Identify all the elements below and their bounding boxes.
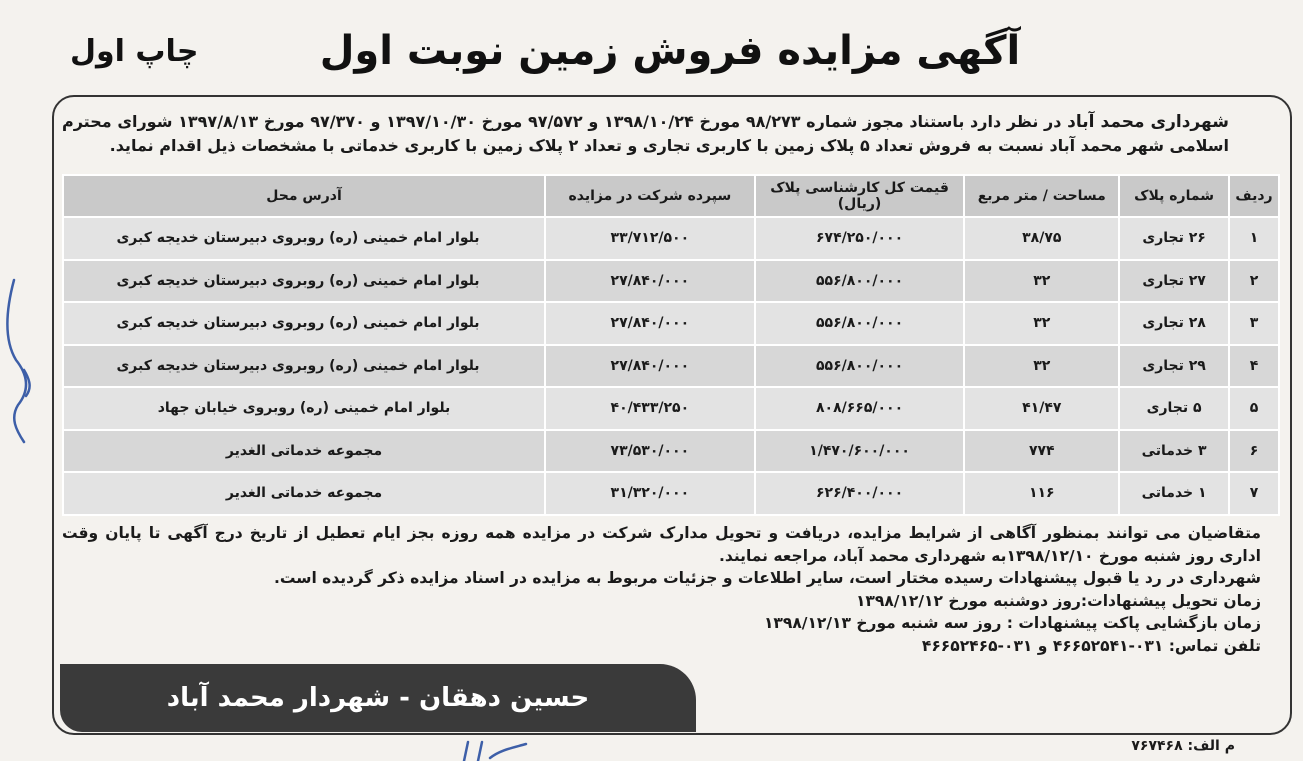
table-row	[63, 345, 1279, 388]
cell-price: ۸۰۸/۶۶۵/۰۰۰	[755, 387, 965, 430]
cell-plate: ۲۶ تجاری	[1119, 217, 1229, 260]
handwritten-mark-icon	[0, 270, 40, 450]
cell-area: ۳۲	[964, 345, 1119, 388]
terms-submission-date: زمان تحویل پیشنهادات:روز دوشنبه مورخ ۱۳۹۸/۱۲/۱۲	[855, 591, 1261, 610]
cell-area: ۱۱۶	[964, 472, 1119, 515]
cell-address: بلوار امام خمینی (ره) روبروی دبیرستان خدیجه کبری	[63, 217, 545, 260]
cell-plate: ۲۹ تجاری	[1119, 345, 1229, 388]
cell-row-number: ۵	[1229, 387, 1279, 430]
cell-row-number: ۷	[1229, 472, 1279, 515]
cell-price: ۱/۴۷۰/۶۰۰/۰۰۰	[755, 430, 965, 473]
cell-row-number: ۳	[1229, 302, 1279, 345]
header-price: قیمت کل کارشناسی پلاک (ریال)	[755, 175, 965, 217]
cell-plate: ۲۸ تجاری	[1119, 302, 1229, 345]
terms-opening-date: زمان بازگشایی پاکت پیشنهادات : روز سه شنبه مورخ ۱۳۹۸/۱۲/۱۳	[763, 614, 1261, 632]
intro-paragraph	[62, 110, 1229, 158]
cell-deposit: ۷۳/۵۳۰/۰۰۰	[545, 430, 755, 473]
cell-row-number: ۲	[1229, 260, 1279, 303]
terms-phone: تلفن تماس: ۰۳۱-۴۶۶۵۲۵۴۱ و ۰۳۱-۴۶۶۵۲۴۶۵	[921, 636, 1261, 655]
header-area: مساحت / متر مربع	[964, 175, 1119, 217]
cell-area: ۳۸/۷۵	[964, 217, 1119, 260]
cell-deposit: ۴۰/۴۳۳/۲۵۰	[545, 387, 755, 430]
cell-row-number: ۴	[1229, 345, 1279, 388]
edition-label: چاپ اول	[70, 34, 199, 69]
cell-deposit: ۳۳/۷۱۲/۵۰۰	[545, 217, 755, 260]
cell-area: ۴۱/۴۷	[964, 387, 1119, 430]
table-row	[63, 302, 1279, 345]
cell-deposit: ۲۷/۸۴۰/۰۰۰	[545, 345, 755, 388]
cell-address: مجموعه خدماتی الغدیر	[63, 430, 545, 473]
auction-table	[62, 174, 1280, 516]
mayor-signature-box: حسین دهقان - شهردار محمد آباد	[60, 664, 696, 732]
table-row	[63, 430, 1279, 473]
cell-price: ۵۵۶/۸۰۰/۰۰۰	[755, 302, 965, 345]
table-row	[63, 387, 1279, 430]
cell-price: ۶۷۴/۲۵۰/۰۰۰	[755, 217, 965, 260]
cell-plate: ۳ خدماتی	[1119, 430, 1229, 473]
cell-row-number: ۶	[1229, 430, 1279, 473]
header-address: آدرس محل	[63, 175, 545, 217]
table-row	[63, 260, 1279, 303]
cell-price: ۵۵۶/۸۰۰/۰۰۰	[755, 345, 965, 388]
cell-area: ۳۲	[964, 302, 1119, 345]
municipality-name: شهرداری محمد آباد	[1067, 112, 1229, 132]
notice-title: آگهی مزایده فروش زمین نوبت اول	[319, 28, 1021, 74]
cell-row-number: ۱	[1229, 217, 1279, 260]
cell-address: بلوار امام خمینی (ره) روبروی دبیرستان خدیجه کبری	[63, 345, 545, 388]
cell-plate: ۵ تجاری	[1119, 387, 1229, 430]
header-deposit: سپرده شرکت در مزایده	[545, 175, 755, 217]
reference-number: م الف: ۷۶۷۴۶۸	[1131, 738, 1235, 754]
cell-deposit: ۳۱/۳۲۰/۰۰۰	[545, 472, 755, 515]
intro-text: در نظر دارد باستناد مجوز شماره ۹۸/۲۷۳ مورخ ۱۳۹۸/۱۰/۲۴ و ۹۷/۵۷۲ مورخ ۱۳۹۷/۱۰/۳۰ و ۹۷/۳۷۰ مورخ ۱۳۹۷/۸/۱۳ شورای محترم اسلامی شهر محمد آباد نسبت به فروش تعداد ۵ پلاک زمین با کاربری تجاری و تعداد ۲ پلاک زمین با کاربری خدماتی با مشخصات ذیل اقدام نماید.	[62, 112, 1229, 155]
terms-rights: شهرداری در رد یا قبول پیشنهادات رسیده مختار است، سایر اطلاعات و جزئیات مربوط به مزایده در اسناد مزایده ذکر گردیده است.	[273, 569, 1261, 587]
terms-documents: متقاضیان می توانند بمنظور آگاهی از شرایط مزایده، دریافت و تحویل مدارک شرکت در مزایده همه روزه بجز ایام تعطیل از تاریخ درج آگهی تا پایان وقت اداری روز شنبه مورخ ۱۳۹۸/۱۲/۱۰به شهرداری محمد آباد، مراجعه نمایند.	[62, 524, 1261, 565]
cell-price: ۶۲۶/۴۰۰/۰۰۰	[755, 472, 965, 515]
table-header-row	[63, 175, 1279, 217]
cell-address: مجموعه خدماتی الغدیر	[63, 472, 545, 515]
cell-deposit: ۲۷/۸۴۰/۰۰۰	[545, 260, 755, 303]
header-row-number: ردیف	[1229, 175, 1279, 217]
table-row	[63, 217, 1279, 260]
cell-address: بلوار امام خمینی (ره) روبروی خیابان جهاد	[63, 387, 545, 430]
cell-plate: ۱ خدماتی	[1119, 472, 1229, 515]
cell-address: بلوار امام خمینی (ره) روبروی دبیرستان خدیجه کبری	[63, 302, 545, 345]
header-plate: شماره پلاک	[1119, 175, 1229, 217]
cell-plate: ۲۷ تجاری	[1119, 260, 1229, 303]
cell-deposit: ۲۷/۸۴۰/۰۰۰	[545, 302, 755, 345]
cell-area: ۷۷۴	[964, 430, 1119, 473]
notice-terms	[62, 522, 1261, 657]
handwritten-tick-icon	[460, 740, 530, 761]
notice-header	[50, 22, 1290, 90]
cell-area: ۳۲	[964, 260, 1119, 303]
table-row	[63, 472, 1279, 515]
cell-address: بلوار امام خمینی (ره) روبروی دبیرستان خدیجه کبری	[63, 260, 545, 303]
cell-price: ۵۵۶/۸۰۰/۰۰۰	[755, 260, 965, 303]
